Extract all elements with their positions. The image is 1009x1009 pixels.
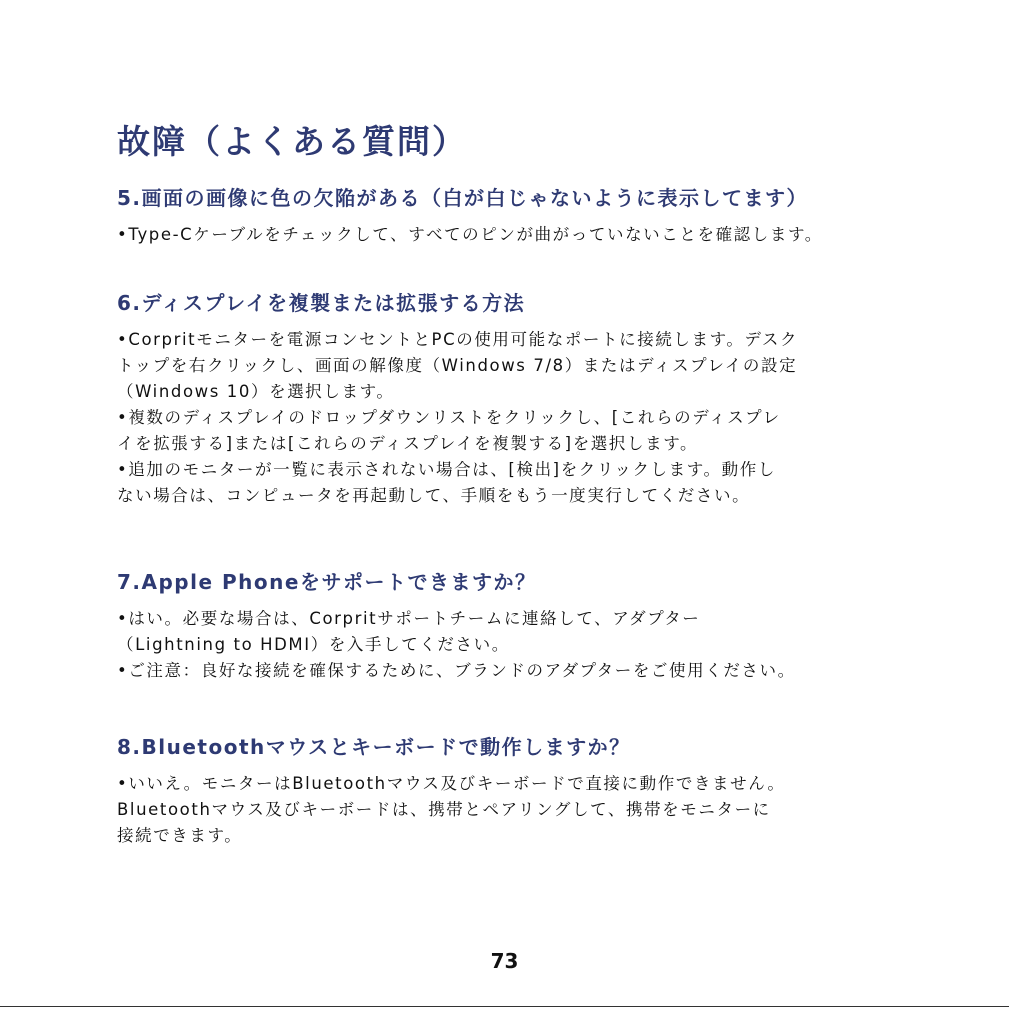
body-line: •複数のディスプレイのドロップダウンリストをクリックし、[これらのディスプレ xyxy=(117,408,781,427)
faq-section-duplicate-extend xyxy=(117,289,997,509)
body-line: イを拡張する]または[これらのディスプレイを複製する]を選択します。 xyxy=(117,434,699,453)
bottom-divider xyxy=(0,1006,1009,1007)
page-number: 73 xyxy=(490,949,519,973)
body-line: •ご注意：良好な接続を確保するために、ブランドのアダプターをご使用ください。 xyxy=(117,661,796,680)
page-title: 故障（よくある質問） xyxy=(117,122,467,161)
body-line: 接続できます。 xyxy=(117,826,243,845)
section-heading: 8.Bluetoothマウスとキーボードで動作しますか？ xyxy=(117,735,631,759)
body-line: Bluetoothマウス及びキーボードは、携帯とペアリングして、携帯をモニターに xyxy=(117,800,771,819)
faq-section-display-color xyxy=(117,184,997,248)
body-line: トップを右クリックし、画面の解像度（Windows 7/8）またはディスプレイの設定 xyxy=(117,356,798,375)
body-line: •Type-Cケーブルをチェックして、すべてのピンが曲がっていないことを確認します。 xyxy=(117,225,823,244)
body-line: （Lightning to HDMI）を入手してください。 xyxy=(117,635,510,654)
body-line: （Windows 10）を選択します。 xyxy=(117,382,395,401)
body-line: •Corpritモニターを電源コンセントとPCの使用可能なポートに接続します。デスク xyxy=(117,330,799,349)
faq-section-apple-phone xyxy=(117,568,997,684)
section-heading: 7.Apple Phoneをサポートできますか？ xyxy=(117,570,537,594)
body-line: •いいえ。モニターはBluetoothマウス及びキーボードで直接に動作できません。 xyxy=(117,774,786,793)
body-line: •はい。必要な場合は、Corpritサポートチームに連絡して、アダプター xyxy=(117,609,701,628)
body-line: ない場合は、コンピュータを再起動して、手順をもう一度実行してください。 xyxy=(117,486,751,505)
section-heading: 5.画面の画像に色の欠陥がある（白が白じゃないように表示してます） xyxy=(117,186,809,210)
body-line: •追加のモニターが一覧に表示されない場合は、[検出]をクリックします。動作し xyxy=(117,460,776,479)
faq-section-bluetooth xyxy=(117,733,997,849)
section-heading: 6.ディスプレイを複製または拡張する方法 xyxy=(117,291,526,315)
